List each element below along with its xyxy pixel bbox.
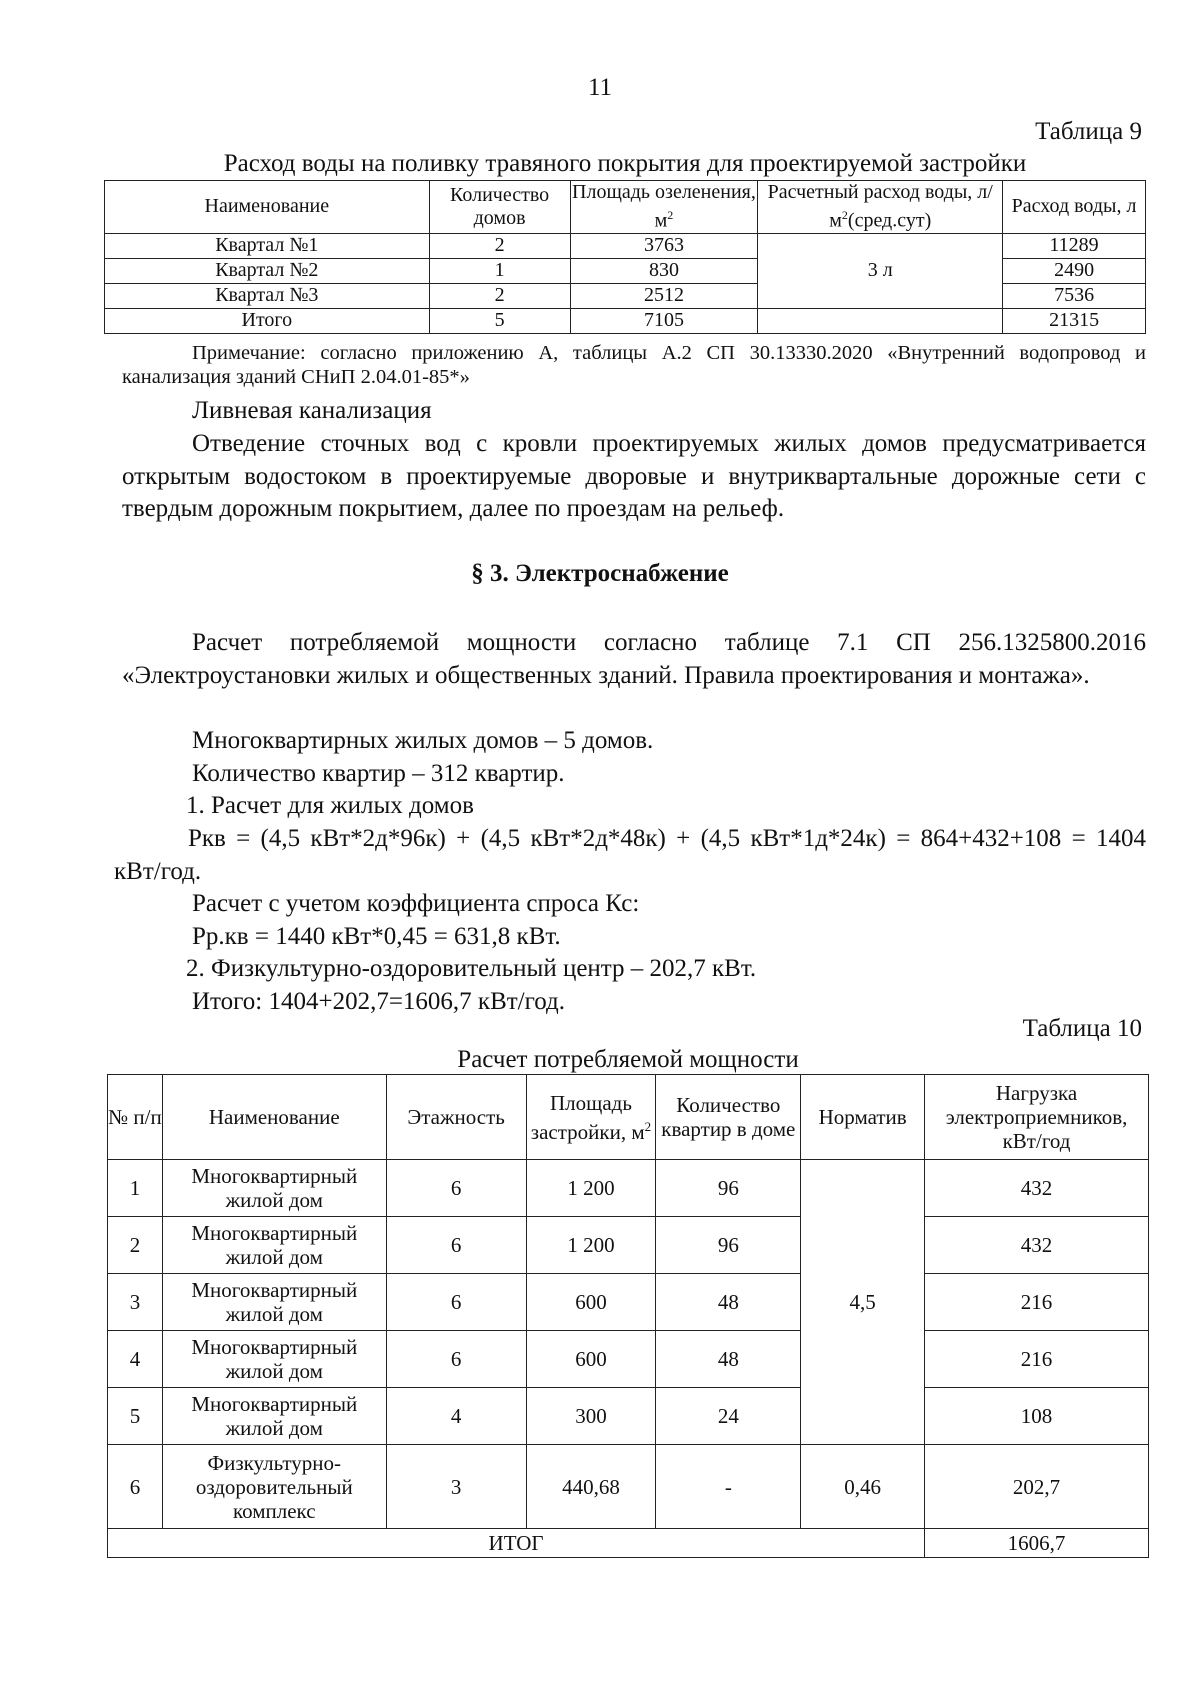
t9-cell-area: 3763	[570, 233, 758, 258]
t10-cell-num: 2	[108, 1217, 163, 1274]
t9-cell-water: 21315	[1003, 308, 1146, 333]
t10-cell-flats: 48	[656, 1331, 801, 1388]
t10-cell-flats: 24	[656, 1388, 801, 1445]
t10-cell-name: Физкультурно-оздоровительный комплекс	[162, 1445, 386, 1529]
table9-title: Расход воды на поливку травяного покрытия для проектируемой застройки	[223, 150, 1027, 177]
t10-cell-norm-residential: 4,5	[801, 1160, 925, 1445]
table-row	[108, 1217, 1149, 1274]
t10-cell-flats: 96	[656, 1160, 801, 1217]
flats-line: Количество квартир – 312 квартир.	[192, 760, 565, 787]
t10-header-norm: Норматив	[801, 1075, 925, 1160]
t10-cell-floors: 4	[386, 1388, 526, 1445]
table10-header-row	[108, 1075, 1149, 1160]
calc1-formula: Ркв = (4,5 кВт*2д*96к) + (4,5 кВт*2д*48к) + (4,5 кВт*1д*24к) = 864+432+108 = 1404 кВт/год.	[114, 825, 1146, 885]
t9-header-houses: Количество домов	[429, 181, 570, 234]
t10-cell-load: 202,7	[925, 1445, 1149, 1529]
table-row	[108, 1445, 1149, 1529]
t9-cell-water: 7536	[1003, 283, 1146, 308]
table-row	[108, 1388, 1149, 1445]
t10-cell-num: 5	[108, 1388, 163, 1445]
t10-header-floors: Этажность	[386, 1075, 526, 1160]
t10-cell-area: 440,68	[526, 1445, 656, 1529]
t10-cell-num: 6	[108, 1445, 163, 1529]
t10-cell-name: Многоквартирный жилой дом	[162, 1160, 386, 1217]
t10-cell-floors: 3	[386, 1445, 526, 1529]
t9-cell-name: Итого	[105, 308, 430, 333]
t9-cell-name: Квартал №3	[105, 283, 430, 308]
t10-header-name: Наименование	[162, 1075, 386, 1160]
t10-header-area: Площадь застройки, $м^2$	[526, 1075, 656, 1160]
t9-cell-water: 2490	[1003, 258, 1146, 283]
table-row-total	[105, 308, 1146, 333]
table9-header-row	[105, 181, 1146, 234]
t10-cell-num: 3	[108, 1274, 163, 1331]
t10-total-label: ИТОГ	[108, 1529, 925, 1558]
t10-cell-flats: 48	[656, 1274, 801, 1331]
t9-cell-houses: 1	[429, 258, 570, 283]
total-line: Итого: 1404+202,7=1606,7 кВт/год.	[192, 988, 565, 1015]
table10	[107, 1074, 1149, 1558]
t10-cell-name: Многоквартирный жилой дом	[162, 1388, 386, 1445]
houses-line: Многоквартирных жилых домов – 5 домов.	[192, 727, 654, 754]
t9-header-water: Расход воды, л	[1003, 181, 1146, 234]
t10-cell-flats: -	[656, 1445, 801, 1529]
t10-cell-load: 432	[925, 1160, 1149, 1217]
t9-cell-area: 2512	[570, 283, 758, 308]
t10-cell-name: Многоквартирный жилой дом	[162, 1331, 386, 1388]
table-row	[105, 233, 1146, 258]
t9-cell-name: Квартал №1	[105, 233, 430, 258]
t10-cell-area: 1 200	[526, 1160, 656, 1217]
section3-heading: § 3. Электроснабжение	[471, 560, 729, 587]
demand-title: Расчет с учетом коэффициента спроса Кс:	[192, 890, 640, 917]
t9-header-name: Наименование	[105, 181, 430, 234]
page-number: 11	[587, 74, 613, 101]
t9-cell-rate: 3 л	[758, 233, 1003, 308]
t9-cell-houses: 2	[429, 283, 570, 308]
storm-heading: Ливневая канализация	[192, 397, 432, 424]
t10-cell-area: 600	[526, 1331, 656, 1388]
t10-header-load: Нагрузка электроприемников, кВт/год	[925, 1075, 1149, 1160]
t10-cell-floors: 6	[386, 1331, 526, 1388]
t9-header-area: Площадь озеленения, $м^2$	[570, 181, 758, 234]
t9-cell-water: 11289	[1003, 233, 1146, 258]
t10-cell-floors: 6	[386, 1217, 526, 1274]
t10-header-num: № п/п	[108, 1075, 163, 1160]
t10-cell-num: 4	[108, 1331, 163, 1388]
table-row-total	[108, 1529, 1149, 1558]
table-row	[108, 1160, 1149, 1217]
table-row	[108, 1274, 1149, 1331]
table10-title: Расчет потребляемой мощности	[457, 1046, 799, 1073]
t10-cell-load: 216	[925, 1331, 1149, 1388]
t9-cell-houses: 2	[429, 233, 570, 258]
t10-cell-num: 1	[108, 1160, 163, 1217]
t10-cell-load: 108	[925, 1388, 1149, 1445]
calc1-title: 1. Расчет для жилых домов	[186, 792, 474, 819]
t9-cell-name: Квартал №2	[105, 258, 430, 283]
table-row	[108, 1331, 1149, 1388]
t9-cell-rate-empty	[758, 308, 1003, 333]
t10-header-flats: Количество квартир в доме	[656, 1075, 801, 1160]
t10-cell-area: 600	[526, 1274, 656, 1331]
t9-cell-houses: 5	[429, 308, 570, 333]
t9-cell-area: 830	[570, 258, 758, 283]
t10-total-value: 1606,7	[925, 1529, 1149, 1558]
table10-caption: Таблица 10	[1022, 1015, 1142, 1042]
t10-cell-floors: 6	[386, 1274, 526, 1331]
t10-cell-area: 300	[526, 1388, 656, 1445]
t10-cell-flats: 96	[656, 1217, 801, 1274]
t9-header-rate: Расчетный расход воды, $л/м^2(сред.сут)$	[758, 181, 1003, 234]
calc2-line: 2. Физкультурно-оздоровительный центр – 202,7 кВт.	[186, 955, 757, 982]
t10-cell-load: 432	[925, 1217, 1149, 1274]
demand-formula: Рр.кв = 1440 кВт*0,45 = 631,8 кВт.	[192, 923, 561, 950]
t10-cell-area: 1 200	[526, 1217, 656, 1274]
table9-note: Примечание: согласно приложению А, таблицы А.2 СП 30.13330.2020 «Внутренний водопровод и канализация зданий СНиП 2.04.01-85*»	[122, 342, 1146, 388]
storm-text: Отведение сточных вод с кровли проектируемых жилых домов предусматривается открытым водостоком в проектируемые дворовые и внутриквартальные дорожные сети с твердым дорожным покрытием, далее по проездам на рельеф.	[122, 430, 1146, 522]
t10-cell-name: Многоквартирный жилой дом	[162, 1274, 386, 1331]
t10-cell-load: 216	[925, 1274, 1149, 1331]
t9-cell-area: 7105	[570, 308, 758, 333]
t10-cell-norm: 0,46	[801, 1445, 925, 1529]
table9-caption: Таблица 9	[1035, 118, 1142, 145]
t10-cell-floors: 6	[386, 1160, 526, 1217]
table9	[104, 180, 1146, 334]
section3-intro: Расчет потребляемой мощности согласно таблице 7.1 СП 256.1325800.2016 «Электроустановки жилых и общественных зданий. Правила проектирования и монтажа».	[122, 629, 1146, 689]
t10-cell-name: Многоквартирный жилой дом	[162, 1217, 386, 1274]
